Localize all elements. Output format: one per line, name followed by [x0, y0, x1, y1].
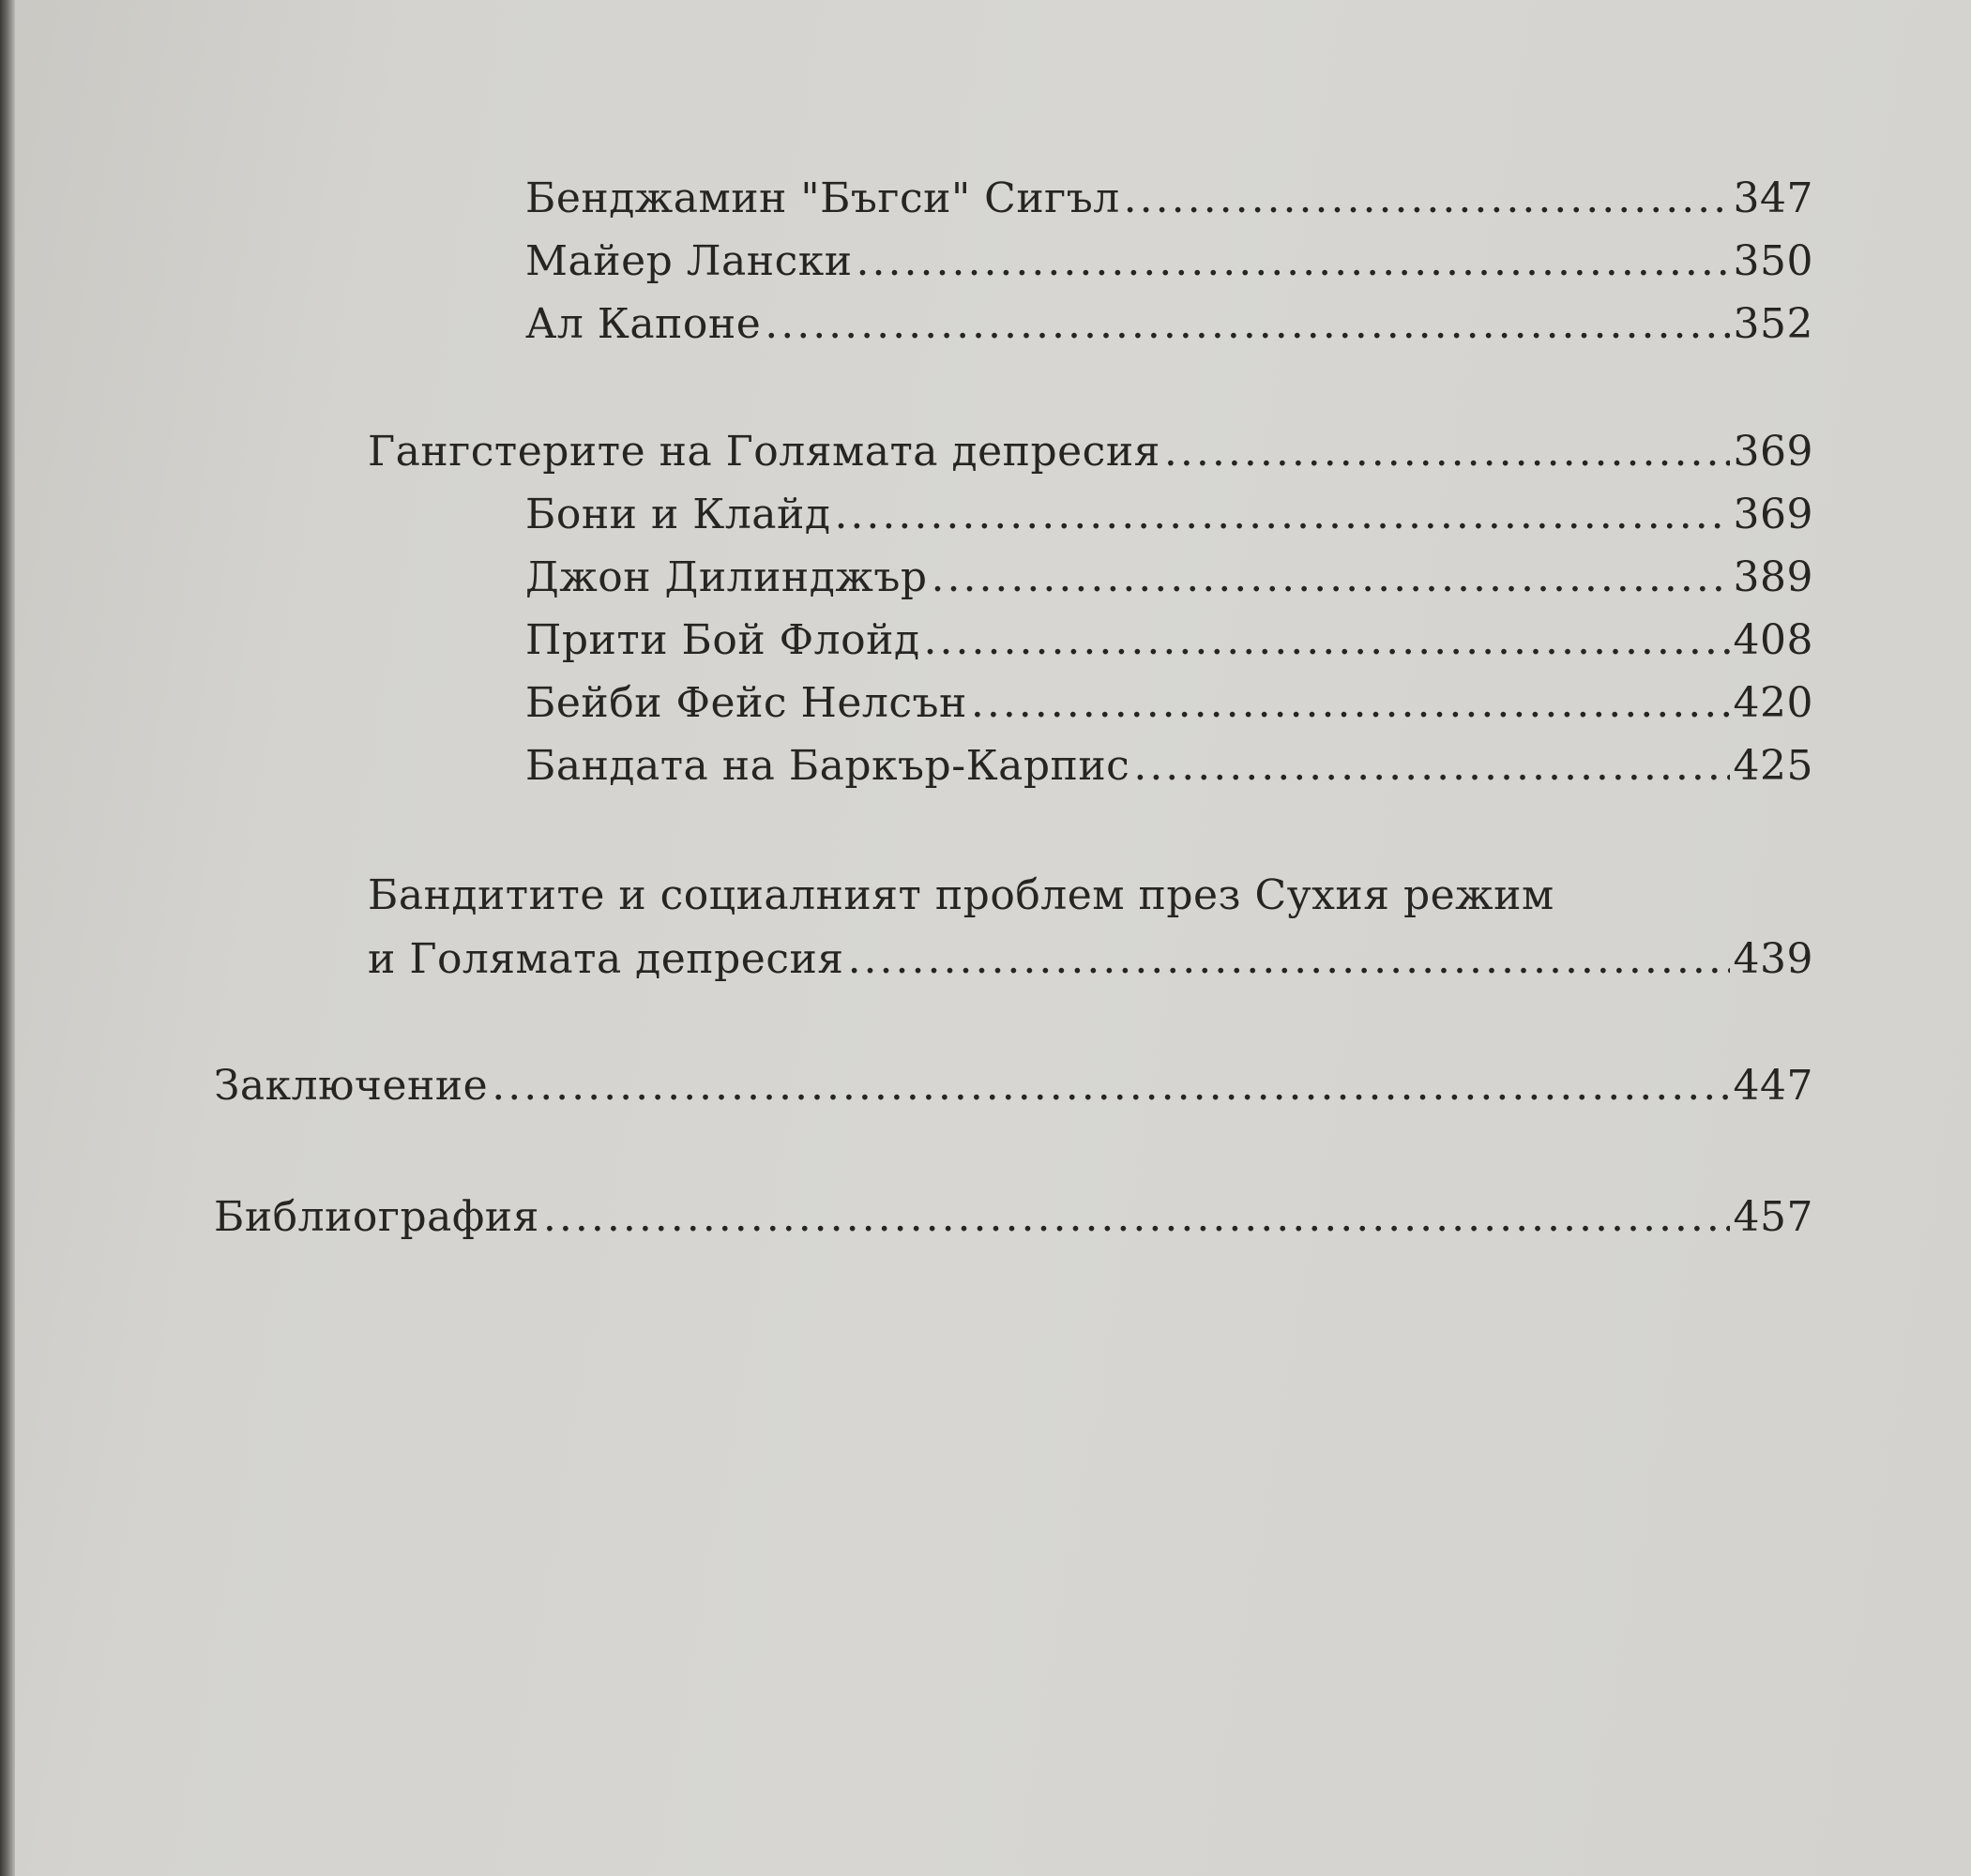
toc-entry [525, 296, 1813, 353]
toc-entry-page: 439 [1733, 935, 1813, 983]
toc-entry-title: Бенджамин "Бъгси" Сигъл [525, 174, 1120, 222]
toc-leader-dots [765, 296, 1729, 353]
toc-entry-page: 352 [1733, 300, 1813, 348]
toc-leader-dots [492, 1058, 1729, 1114]
toc-entry-title: Бони и Клайд [525, 491, 831, 538]
toc-entry [525, 487, 1813, 543]
toc-entry-title: Прити Бой Флойд [525, 616, 920, 664]
toc-entry [525, 234, 1813, 290]
toc-leader-dots [931, 550, 1729, 606]
toc-leader-dots [924, 613, 1730, 669]
toc-chapter-entry [214, 1189, 1813, 1246]
toc-entry-page: 369 [1733, 491, 1813, 538]
toc-entry-title: Библиография [214, 1193, 539, 1241]
toc-leader-dots [971, 675, 1730, 732]
toc-entry [525, 613, 1813, 669]
toc-leader-dots [848, 931, 1730, 988]
toc-leader-dots [1124, 171, 1730, 227]
page-spine-edge [0, 0, 15, 1876]
toc-leader-dots [857, 234, 1730, 290]
toc-entry-page: 457 [1733, 1193, 1813, 1241]
toc-entry [525, 738, 1813, 794]
toc-chapter-entry [214, 1058, 1813, 1114]
toc-leader-dots [1164, 424, 1730, 480]
toc-leader-dots [834, 487, 1729, 543]
toc-entry [525, 550, 1813, 606]
toc-section-entry [368, 424, 1813, 480]
toc-entry-page: 369 [1733, 428, 1813, 476]
toc-leader-dots [543, 1189, 1730, 1246]
toc-entry-page: 350 [1733, 237, 1813, 285]
toc-entry-title: Джон Дилинджър [525, 553, 928, 601]
toc-entry [525, 171, 1813, 227]
toc-entry-title: Ал Капоне [525, 300, 762, 348]
toc-entry-title: Бейби Фейс Нелсън [525, 679, 967, 727]
toc-leader-dots [1133, 738, 1729, 794]
toc-entry-title: Гангстерите на Голямата депресия [368, 428, 1160, 476]
toc-entry [525, 675, 1813, 732]
toc-section-title-line1: Бандитите и социалният проблем през Сухия режим [368, 871, 1554, 919]
toc-section-entry [368, 931, 1813, 988]
toc-entry-page: 389 [1733, 553, 1813, 601]
toc-entry-page: 425 [1733, 742, 1813, 790]
toc-entry-page: 420 [1733, 679, 1813, 727]
toc-entry-title: Майер Лански [525, 237, 853, 285]
toc-entry-title: Заключение [214, 1062, 489, 1110]
toc-entry-page: 447 [1733, 1062, 1813, 1110]
toc-entry-page: 408 [1733, 616, 1813, 664]
toc-entry-title: и Голямата депресия [368, 935, 844, 983]
toc-entry-title: Бандата на Баркър-Карпис [525, 742, 1130, 790]
toc-entry-page: 347 [1733, 174, 1813, 222]
